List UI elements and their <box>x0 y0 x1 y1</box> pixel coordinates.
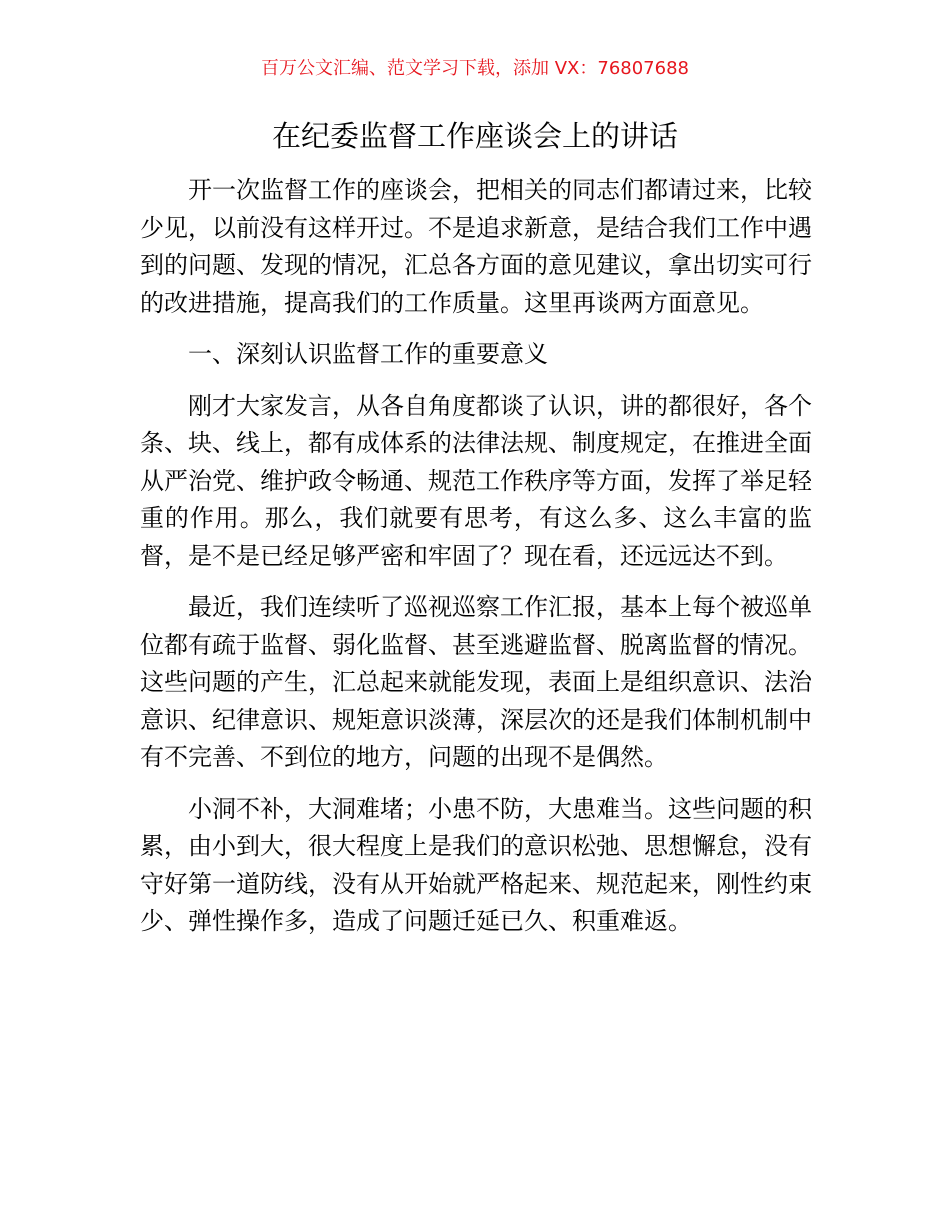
document-title: 在纪委监督工作座谈会上的讲话 <box>271 119 678 153</box>
paragraph: 刚才大家发言，从各自角度都谈了认识，讲的都很好，各个条、块、线上，都有成体系的法律法规、制度规定，在推进全面从严治党、维护政令畅通、规范工作秩序等方面，发挥了举足轻重的作用。那么，我们就要有思考，有这么多、这么丰富的监督，是不是已经足够严密和牢固了？现在看，还远远达不到。 <box>140 391 812 570</box>
document-body <box>140 172 812 955</box>
paragraph: 最近，我们连续听了巡视巡察工作汇报，基本上每个被巡单位都有疏于监督、弱化监督、甚至逃避监督、脱离监督的情况。这些问题的产生，汇总起来就能发现，表面上是组织意识、法治意识、纪律意识、规矩意识淡薄，深层次的还是我们体制机制中有不完善、不到位的地方，问题的出现不是偶然。 <box>140 593 812 771</box>
paragraph: 小洞不补，大洞难堵；小患不防，大患难当。这些问题的积累，由小到大，很大程度上是我们的意识松弛、思想懈怠，没有守好第一道防线，没有从开始就严格起来、规范起来，刚性约束少、弹性操作多，造成了问题迁延已久、积重难返。 <box>140 794 812 935</box>
paragraph-intro: 开一次监督工作的座谈会，把相关的同志们都请过来，比较少见，以前没有这样开过。不是追求新意，是结合我们工作中遇到的问题、发现的情况，汇总各方面的意见建议，拿出切实可行的改进措施，提高我们的工作质量。这里再谈两方面意见。 <box>140 176 812 317</box>
section-heading: 一、深刻认识监督工作的重要意义 <box>188 340 548 368</box>
header-notice: 百万公文汇编、范文学习下载，添加 VX：76807688 <box>261 58 689 79</box>
